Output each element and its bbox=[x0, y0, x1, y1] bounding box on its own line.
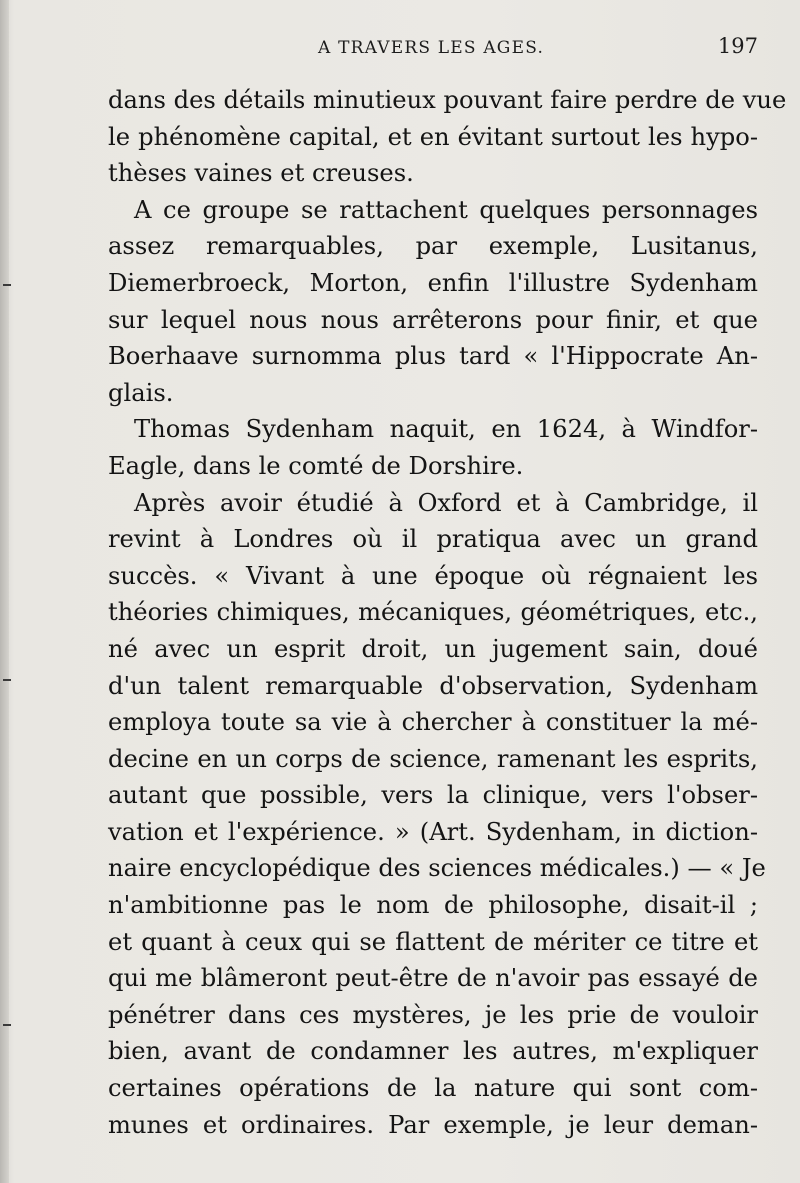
text-line: bien, avant de condamner les autres, m'expliquer bbox=[108, 1037, 758, 1066]
text-line: Après avoir étudié à Oxford et à Cambridge, il bbox=[134, 488, 758, 517]
text-line: le phénomène capital, et en évitant surtout les hypo- bbox=[108, 122, 758, 151]
margin-mark bbox=[3, 1024, 11, 1026]
text-line: vation et l'expérience. » (Art. Sydenham, in diction- bbox=[108, 817, 758, 846]
text-line: certaines opérations de la nature qui sont com- bbox=[108, 1074, 758, 1103]
text-line: théories chimiques, mécaniques, géométriques, etc., bbox=[108, 598, 758, 627]
text-line: dans des détails minutieux pouvant faire perdre de vue bbox=[108, 86, 787, 114]
text-line: thèses vaines et creuses. bbox=[108, 159, 414, 188]
text-line: munes et ordinaires. Par exemple, je leur deman- bbox=[108, 1110, 758, 1139]
margin-mark bbox=[3, 679, 11, 681]
text-line: Diemerbroeck, Morton, enfin l'illustre Sydenham bbox=[108, 268, 758, 297]
running-title: A TRAVERS LES AGES. bbox=[318, 38, 545, 58]
text-line: et quant à ceux qui se flattent de mériter ce titre et bbox=[108, 927, 758, 956]
text-line: n'ambitionne pas le nom de philosophe, disait-il ; bbox=[108, 891, 758, 920]
text-line: employa toute sa vie à chercher à constituer la mé- bbox=[108, 708, 758, 737]
binding-edge bbox=[0, 0, 9, 1183]
body-text bbox=[108, 82, 787, 1143]
text-line: Thomas Sydenham naquit, en 1624, à Windfor- bbox=[134, 415, 758, 444]
text-line: decine en un corps de science, ramenant les esprits, bbox=[108, 744, 758, 773]
text-line: pénétrer dans ces mystères, je les prie de vouloir bbox=[108, 1000, 758, 1029]
text-line: sur lequel nous nous arrêterons pour finir, et que bbox=[108, 305, 758, 334]
text-line: assez remarquables, par exemple, Lusitanus, bbox=[108, 232, 758, 261]
margin-mark bbox=[3, 284, 11, 286]
text-line: revint à Londres où il pratiqua avec un grand bbox=[108, 525, 758, 554]
text-line: qui me blâmeront peut-être de n'avoir pas essayé de bbox=[108, 964, 758, 993]
text-line: naire encyclopédique des sciences médicales.) — « Je bbox=[108, 854, 766, 883]
page-header bbox=[108, 34, 758, 64]
text-line: A ce groupe se rattachent quelques personnages bbox=[134, 195, 758, 224]
page-number: 197 bbox=[717, 34, 758, 58]
text-line: glais. bbox=[108, 378, 174, 407]
text-line: succès. « Vivant à une époque où régnaient les bbox=[108, 561, 758, 590]
text-line: né avec un esprit droit, un jugement sain, doué bbox=[108, 634, 758, 663]
text-line: Eagle, dans le comté de Dorshire. bbox=[108, 451, 524, 480]
text-line: Boerhaave surnomma plus tard « l'Hippocrate An- bbox=[108, 342, 758, 371]
text-line: autant que possible, vers la clinique, vers l'obser- bbox=[108, 781, 758, 810]
text-line: d'un talent remarquable d'observation, Sydenham bbox=[108, 671, 758, 700]
